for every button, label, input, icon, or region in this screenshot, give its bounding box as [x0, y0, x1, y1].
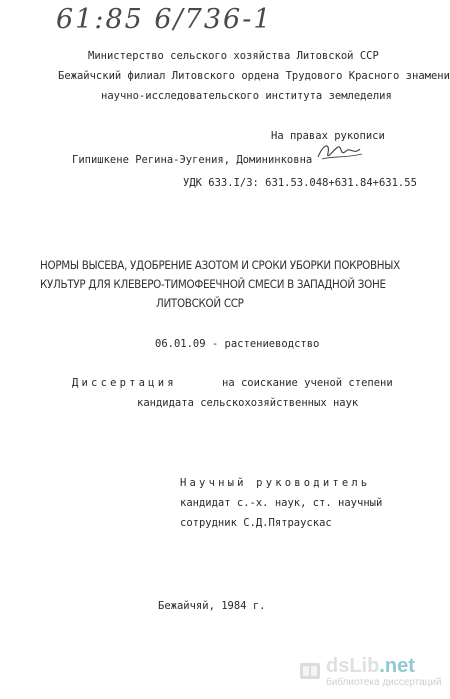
watermark-brand-tld: .net [379, 655, 415, 677]
supervisor-title: кандидат с.-х. наук, ст. научный [180, 497, 383, 509]
dissertation-label: Диссертация [72, 377, 177, 389]
udk-code: УДК 633.I/3: 631.53.048+631.84+631.55 [183, 177, 417, 189]
signature-icon [316, 139, 366, 165]
archive-code-handwritten: 61:85 6/736-1 [56, 4, 273, 35]
dissertation-degree-line: на соискание ученой степени [222, 377, 393, 389]
supervisor-name: сотрудник С.Д.Пятраускас [180, 517, 332, 529]
ministry-line: Министерство сельского хозяйства Литовской ССР [88, 50, 379, 62]
watermark-brand-main: dsLib [326, 655, 380, 677]
dissertation-field-line: кандидата сельскохозяйственных наук [137, 397, 359, 409]
institute-line: научно-исследовательского института земледелия [101, 90, 392, 102]
title-line-2: КУЛЬТУР ДЛЯ КЛЕВЕРО-ТИМОФЕЕЧНОЙ СМЕСИ В ЗАПАДНОЙ ЗОНЕ [40, 277, 386, 291]
book-logo-icon [298, 659, 322, 683]
rights-notice: На правах рукописи [271, 130, 385, 142]
dslib-watermark [298, 655, 442, 691]
watermark-subtitle: библиотека диссертаций [326, 677, 442, 688]
specialty-code: 06.01.09 - растениеводство [155, 338, 320, 350]
watermark-brand [326, 655, 415, 678]
branch-line: Бежайчский филиал Литовского ордена Трудового Красного знамени [58, 70, 450, 82]
city-year: Бежайчяй, 1984 г. [158, 600, 266, 612]
supervisor-label: Научный руководитель [180, 477, 371, 489]
author-name: Гипишкене Регина-Эугения, Домининковна [72, 154, 313, 166]
title-line-1: НОРМЫ ВЫСЕВА, УДОБРЕНИЕ АЗОТОМ И СРОКИ УБОРКИ ПОКРОВНЫХ [40, 258, 400, 272]
title-line-3: ЛИТОВСКОЙ ССР [156, 296, 244, 310]
